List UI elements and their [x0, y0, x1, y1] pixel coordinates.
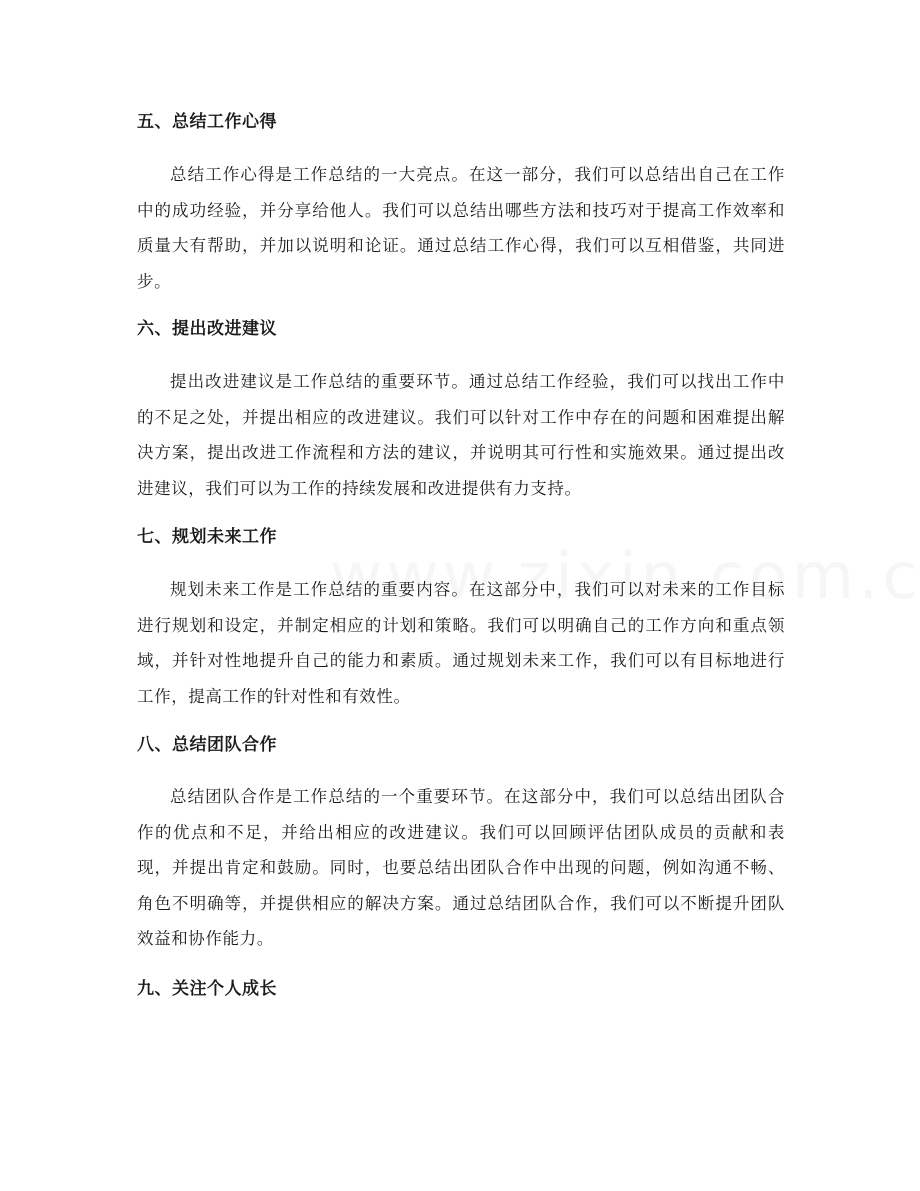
section-body-5: 总结工作心得是工作总结的一大亮点。在这一部分，我们可以总结出自己在工作中的成功经验，并分享给他人。我们可以总结出哪些方法和技巧对于提高工作效率和质量大有帮助，并加以说明和论证。通过总结工作心得，我们可以互相借鉴，共同进步。	[137, 165, 785, 291]
section-heading-7: 七、规划未来工作	[137, 527, 277, 547]
document-page	[137, 106, 785, 1005]
section-heading-8: 八、总结团队合作	[137, 735, 277, 755]
section-body-8: 总结团队合作是工作总结的一个重要环节。在这部分中，我们可以总结出团队合作的优点和不足，并给出相应的改进建议。我们可以回顾评估团队成员的贡献和表现，并提出肯定和鼓励。同时，也要总结出团队合作中出现的问题，例如沟通不畅、角色不明确等，并提供相应的解决方案。通过总结团队合作，我们可以不断提升团队效益和协作能力。	[137, 787, 785, 948]
section-body-7: 规划未来工作是工作总结的重要内容。在这部分中，我们可以对未来的工作目标进行规划和设定，并制定相应的计划和策略。我们可以明确自己的工作方向和重点领域，并针对性地提升自己的能力和素质。通过规划未来工作，我们可以有目标地进行工作，提高工作的针对性和有效性。	[137, 580, 785, 706]
section-heading-6: 六、提出改进建议	[137, 319, 277, 339]
section-heading-5: 五、总结工作心得	[137, 112, 277, 132]
section-heading-9: 九、关注个人成长	[137, 978, 277, 999]
section-body-6: 提出改进建议是工作总结的重要环节。通过总结工作经验，我们可以找出工作中的不足之处，并提出相应的改进建议。我们可以针对工作中存在的问题和困难提出解决方案，提出改进工作流程和方法的建议，并说明其可行性和实施效果。通过提出改进建议，我们可以为工作的持续发展和改进提供有力支持。	[137, 372, 785, 498]
